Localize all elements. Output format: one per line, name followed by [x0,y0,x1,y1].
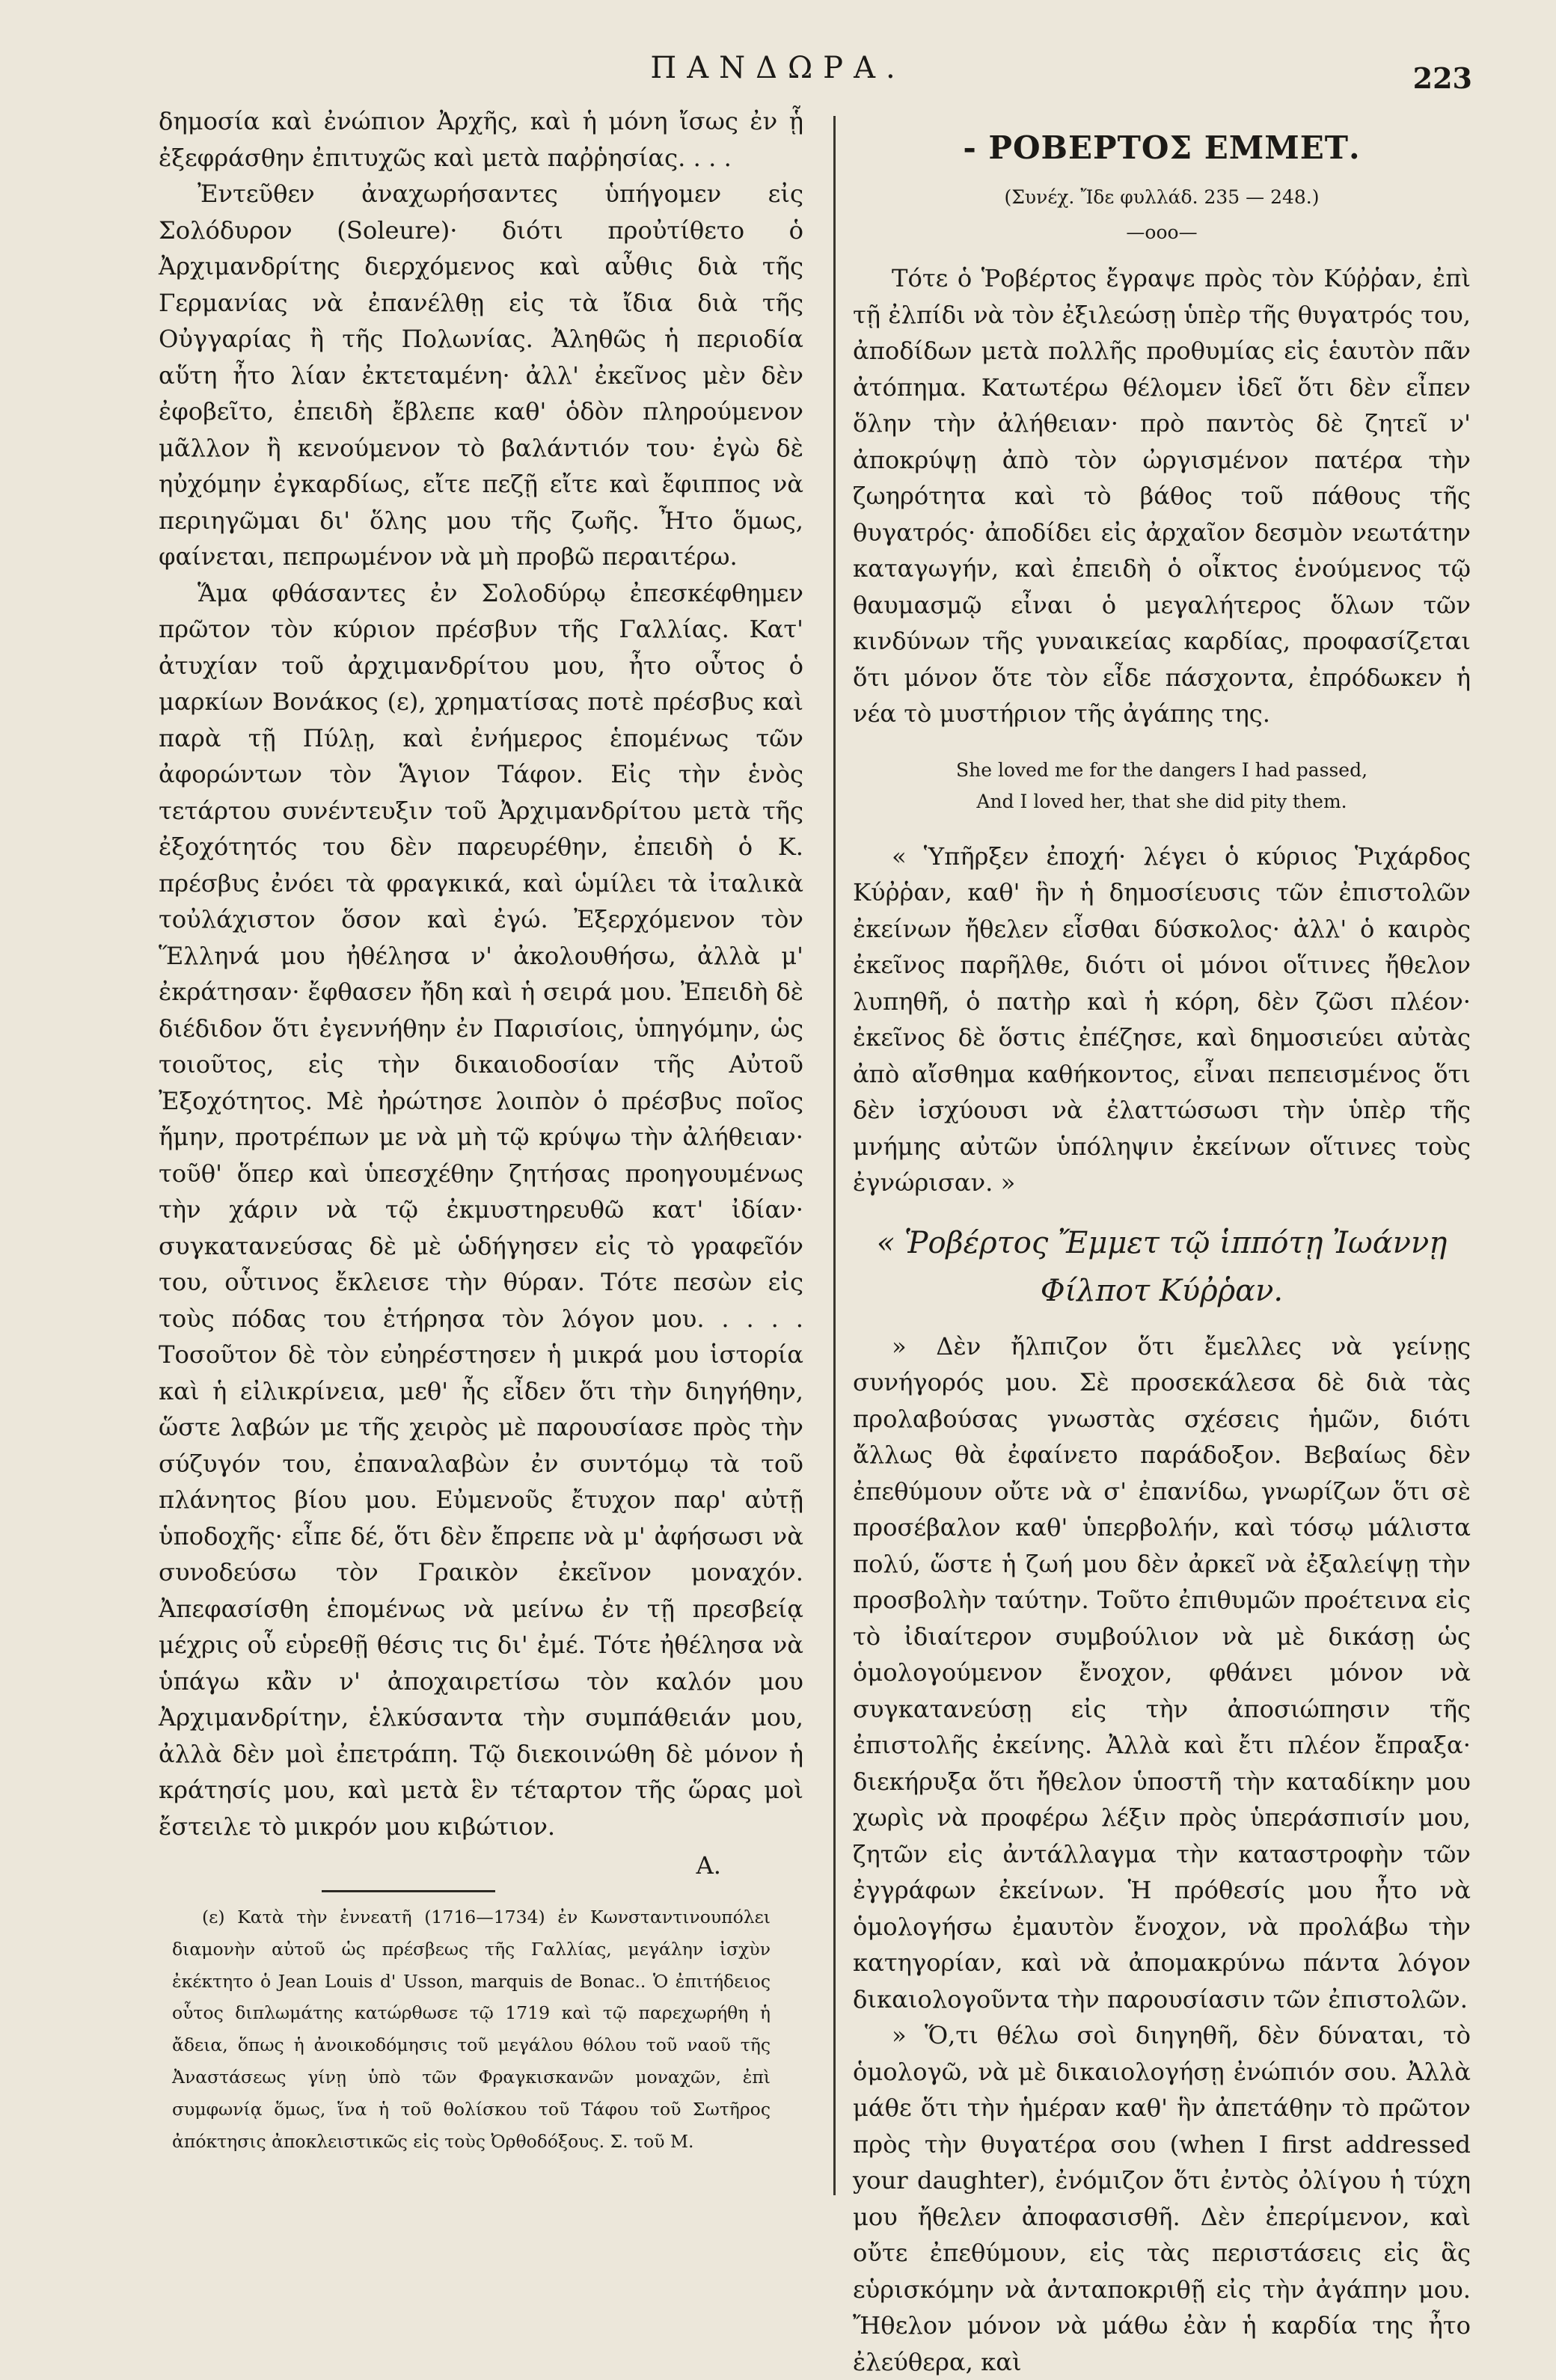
body-paragraph: Ἅμα φθάσαντες ἐν Σολοδύρῳ ἐπεσκέφθημεν πρῶτον τὸν κύριον πρέσβυν τῆς Γαλλίας. Κατ' ἀτυχίαν τοῦ ἀρχιμανδρίτου μου, ἦτο οὗτος ὁ μαρκίων Βονάκος (ε), χρηματίσας ποτὲ πρέσβυς καὶ παρὰ τῇ Πύλῃ, καὶ ἐνήμερος ἑπομένως τῶν ἀφορώντων τὸν Ἅγιον Τάφον. Εἰς τὴν ἑνὸς τετάρτου συνέντευξιν τοῦ Ἀρχιμανδρίτου μετὰ τῆς ἐξοχότητός του δὲν παρευρέθην, ἐπειδὴ ὁ Κ. πρέσβυς ἐνόει τὰ φραγκικά, καὶ ὡμίλει τὰ ἰταλικὰ τοὐλάχιστον ὅσον καὶ ἐγώ. Ἐξερχόμενον τὸν Ἕλληνά μου ἠθέλησα ν' ἀκολουθήσω, ἀλλὰ μ' ἐκράτησαν· ἔφθασεν ἤδη καὶ ἡ σειρά μου. Ἐπειδὴ δὲ διέδιδον ὅτι ἐγεννήθην ἐν Παρισίοις, ὑπηγόμην, ὡς τοιοῦτος, εἰς τὴν δικαιοδοσίαν τῆς Αὐτοῦ Ἐξοχότητος. Μὲ ἠρώτησε λοιπὸν ὁ πρέσβυς ποῖος ἤμην, προτρέπων με νὰ μὴ τῷ κρύψω τὴν ἀλήθειαν· τοῦθ' ὅπερ καὶ ὑπεσχέθην ζητήσας προηγουμένως τὴν χάριν νὰ τῷ ἐκμυστηρευθῶ κατ' ἰδίαν· συγκατανεύσας δὲ μὲ ὡδήγησεν εἰς τὸ γραφεῖόν του, οὗτινος ἔκλεισε τὴν θύραν. Τότε πεσὼν εἰς τοὺς πόδας του ἐτήρησα τὸν λόγον μου. . . . . Τοσοῦτον δὲ τὸν εὐηρέστησεν ἡ μικρά μου ἱστορία καὶ ἡ εἰλικρίνεια, μεθ' ἧς εἶδεν ὅτι τὴν διηγήθην, ὥστε λαβών με τῆς χειρὸς μὲ παρουσίασε πρὸς τὴν σύζυγόν του, ἐπαναλαβὼν ἐν συντόμῳ τὰ τοῦ πλάνητος βίου μου. Εὐμενοῦς ἔτυχον παρ' αὐτῇ ὑποδοχῆς· εἶπε δέ, ὅτι δὲν ἔπρεπε νὰ μ' ἀφήσωσι νὰ συνοδεύσω τὸν Γραικὸν ἐκεῖνον μοναχόν. Ἀπεφασίσθη ἑπομένως νὰ μείνω ἐν τῇ πρεσβείᾳ μέχρις οὗ εὑρεθῇ θέσις τις δι' ἐμέ. Τότε ἠθέλησα νὰ ὑπάγω κἂν ν' ἀποχαιρετίσω τὸν καλόν μου Ἀρχιμανδρίτην, ἑλκύσαντα τὴν συμπάθειάν μου, ἀλλὰ δὲν μοὶ ἐπετράπη. Τῷ διεκοινώθη δὲ μόνον ἡ κράτησίς μου, καὶ μετὰ ἓν τέταρτον τῆς ὥρας μοὶ ἔστειλε τὸ μικρόν μου κιβώτιον. [159,578,803,1841]
body-paragraph: « Ὑπῆρξεν ἐποχή· λέγει ὁ κύριος Ῥιχάρδος Κύῤῥαν, καθ' ἣν ἡ δημοσίευσις τῶν ἐπιστολῶν ἐκείνων ἤθελεν εἶσθαι δύσκολος· ἀλλ' ὁ καιρὸς ἐκεῖνος παρῆλθε, διότι οἱ μόνοι οἵτινες ἤθελον λυπηθῆ, ὁ πατὴρ καὶ ἡ κόρη, δὲν ζῶσι πλέον· ἐκεῖνος δὲ ὅστις ἐπέζησε, καὶ δημοσιεύει αὐτὰς ἀπὸ αἴσθημα καθήκοντος, εἶναι πεπεισμένος ὅτι δὲν ἰσχύουσι νὰ ἐλαττώσωσι τὴν ὑπὲρ τῆς μνήμης αὐτῶν ὑπόληψιν ἐκείνων οἵτινες τοὺς ἐγνώρισαν. » [853,841,1471,1197]
body-paragraph: Ἐντεῦθεν ἀναχωρήσαντες ὑπήγομεν εἰς Σολόδυρον (Soleure)· διότι προὐτίθετο ὁ Ἀρχιμανδρίτης διερχόμενος καὶ αὖθις διὰ τῆς Γερμανίας νὰ ἐπανέλθῃ εἰς τὰ ἴδια διὰ τῆς Οὐγγαρίας ἢ τῆς Πολωνίας. Ἀληθῶς ἡ περιοδία αὕτη ἦτο λίαν ἐκτεταμένη· ἀλλ' ἐκεῖνος μὲν δὲν ἐφοβεῖτο, ἐπειδὴ ἔβλεπε καθ' ὁδὸν πληρούμενον μᾶλλον ἢ κενούμενον τὸ βαλάντιόν του· ἐγὼ δὲ ηὐχόμην ἐγκαρδίως, εἴτε πεζῇ εἴτε καὶ ἔφιππος νὰ περιηγῶμαι δι' ὅλης μου τῆς ζωῆς. Ἦτο ὅμως, φαίνεται, πεπρωμένον νὰ μὴ προβῶ περαιτέρω. [159,180,803,571]
continuation-note: (Συνέχ. Ἴδε φυλλάδ. 235 — 248.) [1004,186,1320,208]
section-separator: —οοο— [1126,221,1198,243]
column-divider [833,116,836,2195]
footnote-divider [322,1890,495,1892]
article-title: - ΡΟΒΕΡΤΟΣ ΕΜΜΕΤ. [963,129,1361,166]
letter-heading-line: Φίλποτ Κύῤῥαν. [1040,1273,1284,1308]
letter-heading [853,1219,1471,1315]
body-paragraph: Τότε ὁ Ῥοβέρτος ἔγραψε πρὸς τὸν Κύῤῥαν, ἐπὶ τῇ ἐλπίδι νὰ τὸν ἐξιλεώσῃ ὑπὲρ τῆς θυγατρός του, ἀποδίδων μετὰ πολλῆς προθυμίας εἰς ἑαυτὸν πᾶν ἀτόπημα. Κατωτέρω θέλομεν ἰδεῖ ὅτι δὲν εἶπεν ὅλην τὴν ἀλήθειαν· πρὸ παντὸς δὲ ζητεῖ ν' ἀποκρύψῃ ἀπὸ τὸν ὠργισμένον πατέρα τὴν ζωηρότητα καὶ τὸ βάθος τοῦ πάθους τῆς θυγατρός· ἀποδίδει εἰς ἀρχαῖον δεσμὸν νεωτάτην καταγωγήν, καὶ ἐπειδὴ ὁ οἶκτος ἑνούμενος τῷ θαυμασμῷ εἶναι ὁ μεγαλήτερος ὅλων τῶν κινδύνων τῆς γυναικείας καρδίας, προφασίζεται ὅτι μόνον ὅτε τὸν εἶδε πάσχοντα, ἐπρόδωκεν ἡ νέα τὸ μυστήριον τῆς ἀγάπης της. [853,264,1471,728]
body-paragraph: δημοσία καὶ ἐνώπιον Ἀρχῆς, καὶ ἡ μόνη ἴσως ἐν ᾗ ἐξεφράσθην ἐπιτυχῶς καὶ μετὰ παῤῥησίας. . . . [159,107,803,172]
footnote: (ε) Κατὰ τὴν ἐννεατῆ (1716—1734) ἐν Κωνσταντινουπόλει διαμονὴν αὐτοῦ ὡς πρέσβεως τῆς Γαλλίας, μεγάλην ἰσχὺν ἐκέκτητο ὁ Jean Louis d' Usson, marquis de Bonac.. Ὁ ἐπιτήδειος οὗτος διπλωμάτης κατώρθωσε τῷ 1719 καὶ τῷ παρεχωρήθη ἡ ἄδεια, ὅπως ἡ ἀνοικοδόμησις τοῦ μεγάλου θόλου τοῦ ναοῦ τῆς Ἀναστάσεως γίνῃ ὑπὸ τῶν Φραγκισκανῶν μοναχῶν, ἐπὶ συμφωνίᾳ ὅμως, ἵνα ἡ τοῦ θολίσκου τοῦ Τάφου τοῦ Σωτῆρος ἀπόκτησις ἀποκλειστικῶς εἰς τοὺς Ὀρθοδόξους. Σ. τοῦ Μ. [172,1907,771,2152]
verse-quote [853,755,1471,818]
letter-heading-line: « Ῥοβέρτος Ἔμμετ τῷ ἱππότῃ Ἰωάννῃ [876,1225,1448,1260]
left-column [159,103,803,1884]
page-number: 223 [1412,61,1472,95]
body-paragraph: » Δὲν ἤλπιζον ὅτι ἔμελλες νὰ γείνῃς συνήγορός μου. Σὲ προσεκάλεσα δὲ διὰ τὰς προλαβούσας γνωστὰς σχέσεις ἡμῶν, διότι ἄλλως θὰ ἐφαίνετο παράδοξον. Βεβαίως δὲν ἐπεθύμουν οὔτε νὰ σ' ἐπανίδω, γνωρίζων ὅτι σὲ προσέβαλον καθ' ὑπερβολήν, καὶ τόσῳ μάλιστα πολύ, ὥστε ἡ ζωή μου δὲν ἀρκεῖ νὰ ἐξαλείψῃ τὴν προσβολὴν ταύτην. Τοῦτο ἐπιθυμῶν προέτεινα εἰς τὸ ἰδιαίτερον συμβούλιον νὰ μὲ δικάσῃ ὡς ὁμολογούμενον ἔνοχον, φθάνει μόνον νὰ συγκατανεύσῃ εἰς τὴν ἀποσιώπησιν τῆς ἐπιστολῆς ἐκείνης. Ἀλλὰ καὶ ἔτι πλέον ἔπραξα· διεκήρυξα ὅτι ἤθελον ὑποστῆ τὴν καταδίκην μου χωρὶς νὰ προφέρω λέξιν πρὸς ὑπεράσπισίν μου, ζητῶν εἰς ἀντάλλαγμα τὴν καταστροφὴν τῶν ἐγγράφων ἐκείνων. Ἡ πρόθεσίς μου ἦτο νὰ ὁμολογήσω ἐμαυτὸν ἔνοχον, νὰ προλάβω τὴν κατηγορίαν, καὶ νὰ ἀπομακρύνω πάντα λόγον δικαιολογοῦντα τὴν παρουσίασιν τῶν ἐπιστολῶν. [853,1331,1471,2014]
author-signature: Α. [696,1851,721,1880]
body-paragraph: » Ὅ,τι θέλω σοὶ διηγηθῆ, δὲν δύναται, τὸ ὁμολογῶ, νὰ μὲ δικαιολογήσῃ ἐνώπιόν σου. Ἀλλὰ μάθε ὅτι τὴν ἡμέραν καθ' ἣν ἀπετάθην τὸ πρῶτον πρὸς τὴν θυγατέρα σου (when I first addressed your daughter), ἐνόμιζον ὅτι ἐντὸς ὀλίγου ἡ τύχη μου ἤθελεν ἀποφασισθῆ. Δὲν ἐπερίμενον, καὶ οὔτε ἐπεθύμουν, εἰς τὰς περιστάσεις εἰς ἃς εὑρισκόμην νὰ ἀνταποκριθῇ εἰς τὴν ἀγάπην μου. Ἤθελον μόνον νὰ μάθω ἐὰν ἡ καρδία της ἦτο ἐλεύθερα, καὶ [853,2021,1471,2376]
running-title: ΠΑΝΔΩΡΑ. [650,51,906,85]
verse-line: She loved me for the dangers I had passed, [955,758,1368,781]
verse-line: And I loved her, that she did pity them. [976,790,1347,812]
right-column [853,126,1471,2380]
